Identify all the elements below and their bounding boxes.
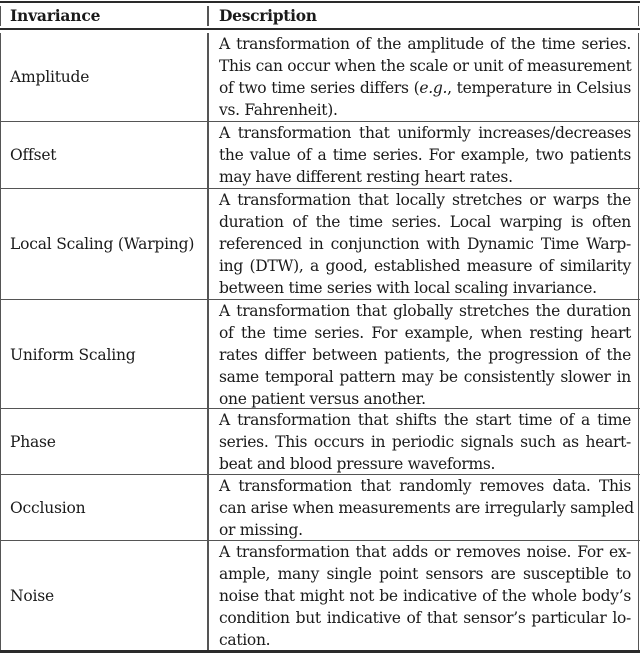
- description-line: beat and blood pressure waveforms.: [219, 455, 496, 473]
- invariance-name: Amplitude: [10, 68, 90, 86]
- description-line: of two time series differs (e.g., temperature in Celsius: [219, 79, 631, 97]
- invariance-name: Occlusion: [10, 499, 86, 517]
- header-description: Description: [219, 6, 317, 25]
- description-line: A transformation that adds or removes noise. For ex-: [219, 543, 631, 561]
- table-row: [0, 475, 640, 541]
- description-line: same temporal pattern may be consistently slower in: [219, 368, 631, 386]
- invariance-description: [219, 409, 631, 475]
- right-border: [638, 6, 639, 26]
- description-line: the value of a time series. For example, two patients: [219, 146, 631, 164]
- invariance-name: Noise: [10, 587, 54, 605]
- description-line: one patient versus another.: [219, 390, 426, 408]
- invariance-name: Uniform Scaling: [10, 346, 136, 364]
- description-line: of the time series. For example, when resting heart: [219, 324, 631, 342]
- column-divider: [207, 6, 209, 26]
- invariance-description: [219, 541, 631, 651]
- description-line: can arise when measurements are irregularly sampled: [219, 499, 634, 517]
- invariance-description: [219, 122, 631, 188]
- description-line: A transformation that randomly removes data. This: [219, 477, 631, 495]
- table-row: [0, 409, 640, 475]
- invariance-description: [219, 33, 631, 121]
- invariance-name: Local Scaling (Warping): [10, 235, 195, 253]
- description-line: A transformation of the amplitude of the time series.: [219, 35, 631, 53]
- invariance-name: Phase: [10, 433, 56, 451]
- description-line: rates differ between patients, the progression of the: [219, 346, 631, 364]
- description-line: This can occur when the scale or unit of measurement: [219, 57, 632, 75]
- table-row: [0, 300, 640, 410]
- invariance-name: Offset: [10, 146, 57, 164]
- table-row: [0, 33, 640, 121]
- left-border: [0, 33, 1, 650]
- table-row: [0, 122, 640, 188]
- description-line: A transformation that shifts the start time of a time: [219, 411, 631, 429]
- table-row: [0, 189, 640, 299]
- table-header-row: [0, 3, 640, 28]
- description-line: ing (DTW), a good, established measure of similarity: [219, 257, 631, 275]
- description-line: series. This occurs in periodic signals such as heart-: [219, 433, 631, 451]
- left-border: [0, 6, 1, 26]
- eg-abbrev: e.g.: [419, 79, 448, 97]
- description-line: may have different resting heart rates.: [219, 168, 513, 186]
- description-line: A transformation that globally stretches the duration: [219, 302, 631, 320]
- description-line: ample, many single point sensors are susceptible to: [219, 565, 631, 583]
- header-invariance: Invariance: [10, 6, 101, 25]
- description-line: condition but indicative of that sensor’s particular lo-: [219, 609, 631, 627]
- description-line: vs. Fahrenheit).: [219, 101, 338, 119]
- invariance-description: [219, 300, 631, 410]
- column-divider: [207, 33, 209, 650]
- description-line: referenced in conjunction with Dynamic Time Warp-: [219, 235, 631, 253]
- description-line: A transformation that locally stretches or warps the: [219, 191, 631, 209]
- invariance-description: [219, 189, 631, 299]
- table-row: [0, 541, 640, 651]
- description-line: A transformation that uniformly increases/decreases: [219, 124, 631, 142]
- description-line: duration of the time series. Local warping is often: [219, 213, 631, 231]
- header-rule: [0, 28, 640, 30]
- description-line: cation.: [219, 631, 271, 649]
- description-line: or missing.: [219, 521, 303, 539]
- description-line: noise that might not be indicative of the whole body’s: [219, 587, 631, 605]
- right-border: [638, 33, 639, 650]
- invariance-description: [219, 475, 634, 541]
- description-line: between time series with local scaling invariance.: [219, 279, 597, 297]
- bottom-rule: [0, 650, 640, 653]
